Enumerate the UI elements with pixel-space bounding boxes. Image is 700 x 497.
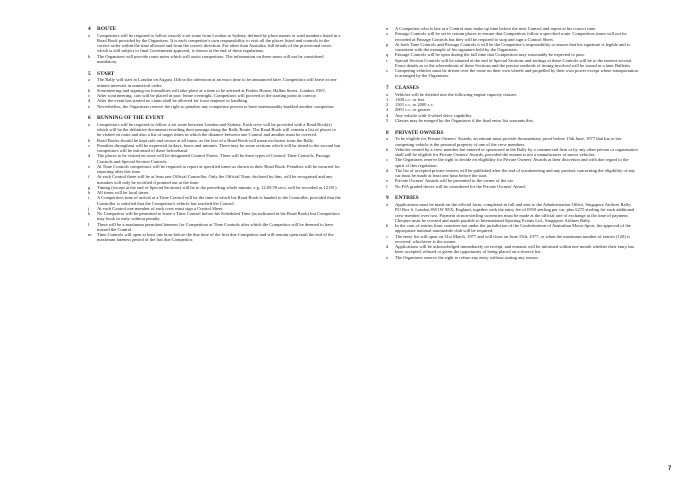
item-letter: q bbox=[386, 52, 389, 58]
section bbox=[88, 115, 341, 242]
item-text: Passage Controls will be open during the full time that Competitors may reasonably be expected to pass. bbox=[395, 52, 586, 58]
rule-item bbox=[386, 147, 638, 158]
item-text: Applications will be acknowledged immediately on receipt, and entrants will be informed within one month whether their entry has been accepted, refused or given the opportunity of being placed on a reserve list. bbox=[395, 244, 635, 255]
item-letter: a bbox=[88, 77, 91, 83]
rule-item bbox=[386, 184, 638, 189]
section-number: 7 bbox=[386, 85, 389, 92]
section-title: ROUTE bbox=[97, 26, 117, 32]
left-column bbox=[88, 26, 341, 249]
item-text: Applications must be made on the official form, completed in full and sent to the Administration Office, Singapore Airlines Rally, PO Box 6, London SW1W 9EX, England, together with the entry fee of £950 sterling per car, plus £275 sterling for each additional crew member over two. Payment in non-sterling currencies must be made at the official rate of exchange at the time of payment. Cheques must be crossed and made payable to International Sporting Events Ltd., Singapore Airlines Rally. bbox=[395, 202, 635, 223]
rule-item bbox=[386, 58, 638, 69]
rule-item bbox=[88, 195, 341, 206]
item-letter: o bbox=[386, 31, 389, 37]
rule-item bbox=[386, 157, 638, 168]
item-text: At each Control one member of each crew must sign a Control Sheet. bbox=[97, 205, 224, 211]
section-title: ENTRIES bbox=[395, 195, 419, 202]
item-text: The entry list will open on 31st March, 1977 and will close on June 15th, 1977, or when the maximum number of entries (120) is received, whichever is the sooner. bbox=[395, 233, 631, 244]
item-text: Scrutineering and signing-on formalities will take place at a time to be advised at Forbes House, Halkin Street, London, SW1. bbox=[97, 87, 327, 93]
item-letter: 2 bbox=[386, 102, 389, 108]
item-letter: b bbox=[88, 137, 91, 143]
section bbox=[88, 71, 341, 109]
item-letter: s bbox=[386, 68, 388, 73]
item-letter: a bbox=[386, 136, 389, 142]
item-letter: d bbox=[88, 153, 91, 159]
item-letter: b bbox=[386, 223, 389, 229]
item-text: At Time Controls competitors will be required to report at specified times as shown in their Road Book. Penalties will be incurred for reporting after this time. bbox=[97, 163, 340, 175]
section-title: PRIVATE OWNERS bbox=[395, 129, 444, 136]
item-letter: b bbox=[88, 53, 91, 59]
item-text: Vehicles owned by a crew member but entered or sponsored in the Rally by a commercial firm or by any other person or organisation shall still be eligible for Private Owners' Awards, provided the entrant is not a manufacturer of motor vehicles. bbox=[395, 146, 638, 158]
section-title: RUNNING OF THE EVENT bbox=[97, 115, 164, 122]
rule-item bbox=[386, 223, 638, 234]
item-letter: 4 bbox=[386, 112, 389, 118]
rule-item bbox=[88, 164, 341, 175]
item-letter: e bbox=[386, 178, 389, 184]
item-letter: a bbox=[88, 121, 91, 127]
item-letter: p bbox=[386, 41, 389, 47]
item-text: All times will be local times. bbox=[97, 190, 150, 196]
item-text: Competitors will be required to follow exactly a set route from London to Sydney, defined by place names or road numbers listed in a Road Book provided by the Organisers. It is each competitor's own responsibility to visit all the places listed and controls in the correct order within the time allowed and from the correct direction. For other than Australia, full details of the provisional route, which is still subject to final Government approval, is shown at the end of these regulations. bbox=[97, 32, 341, 54]
section bbox=[386, 130, 638, 189]
item-letter: c bbox=[88, 142, 91, 148]
item-text: No Competitor will be permitted to leave a Time Control before his Scheduled Time (as indicated in his Road Book) but Competitors may book in early without penalty. bbox=[97, 211, 340, 222]
item-letter: h bbox=[88, 190, 91, 196]
item-text: Timing (except at the end of Special Sections) will be to the preceding whole minute, e.g. 12.09.59 secs. will be recorded as 12.09 ). bbox=[97, 184, 338, 190]
rule-item bbox=[386, 68, 638, 79]
item-letter: d bbox=[386, 244, 389, 250]
item-letter: 5 bbox=[386, 117, 389, 123]
item-text: Passage Controls will be set in certain places to ensure that Competitors follow a specified route. Competitors times will not be recorded at Passage Controls but they will be required to stop and sign a Control Sheet. bbox=[395, 31, 627, 42]
item-text: 1301 c.c. to 2000 c.c. bbox=[395, 102, 434, 108]
section-number: 6 bbox=[88, 115, 91, 122]
rule-item bbox=[386, 255, 638, 260]
item-letter: a bbox=[88, 32, 91, 38]
rule-item bbox=[88, 54, 341, 65]
rule-item bbox=[386, 234, 638, 245]
item-letter: d bbox=[88, 98, 91, 104]
item-text: Time Controls will open at least one hour before the due time of the first due Competitor and will remain open until the end of the maximum lateness period of the last due Competitor. bbox=[97, 232, 334, 243]
item-text: There will be a maximum permitted lateness for Competitors at Time Controls after which the Competitor will be deemed to have missed the Control. bbox=[97, 221, 334, 232]
rule-item bbox=[386, 202, 638, 223]
item-letter: i bbox=[88, 195, 90, 201]
item-text: The places to be visited en route will be designated Control Points. There will be three types of Control: Time Controls, Passage Controls and Special Section Controls. bbox=[97, 153, 331, 164]
section-number: 5 bbox=[88, 70, 91, 77]
item-letter: c bbox=[386, 233, 389, 239]
section-title: START bbox=[97, 70, 115, 77]
item-text: To be eligible for Private Owners' Awards, an entrant must provide documentary proof before 15th June, 1977 that his or her competing vehicle is the personal property of one of the crew members. bbox=[395, 136, 622, 147]
section bbox=[386, 26, 638, 79]
rule-item bbox=[88, 211, 341, 222]
item-letter: 3 bbox=[386, 107, 389, 113]
item-letter: a bbox=[386, 202, 389, 208]
section-heading bbox=[88, 115, 341, 121]
item-letter: b bbox=[88, 87, 91, 93]
section bbox=[386, 195, 638, 259]
item-text: 1300 c.c. or less bbox=[395, 96, 425, 102]
section-title: CLASSES bbox=[395, 85, 419, 92]
rule-item bbox=[386, 136, 638, 147]
item-text: At each Control there will be at least one Official Controller. Only the Official Time, declared by him, will be recognised and any mistakes will only be rectified if pointed out at the time. bbox=[97, 174, 333, 185]
section-number: 8 bbox=[386, 129, 389, 136]
item-text: The list of accepted private owners will be published after the end of scrutineering and any protests concerning the eligibility of any car must be made at least one hour before the start. bbox=[395, 167, 636, 179]
item-text: Road Books should be kept safe and secure at all times, as the loss of a Road Book will mean exclusion from the Rally. bbox=[97, 137, 315, 143]
item-text: In the case of entries from countries not under the jurisdiction of the Confederation of Australian Motor Sport, the approval of the appropriate national automobile club will be required. bbox=[395, 223, 631, 234]
item-letter: a bbox=[386, 91, 389, 97]
item-text: Vehicles will be divided into the following engine capacity classes: bbox=[395, 91, 518, 97]
rule-item bbox=[88, 174, 341, 185]
rule-item bbox=[88, 33, 341, 54]
item-letter: c bbox=[88, 93, 91, 99]
item-letter: e bbox=[88, 163, 91, 169]
item-text: Any vehicle with 4-wheel drive capability bbox=[395, 112, 472, 118]
item-letter: g bbox=[88, 184, 91, 190]
rule-item bbox=[386, 118, 638, 123]
item-text: A Competitor who is late at a Control may make up time before the next Control and report at his correct time. bbox=[395, 26, 597, 31]
section bbox=[386, 85, 638, 123]
item-letter: j bbox=[88, 205, 90, 211]
rule-item bbox=[88, 222, 341, 233]
item-letter: f bbox=[386, 183, 388, 189]
page-number: 7 bbox=[668, 466, 672, 472]
item-letter: f bbox=[88, 174, 90, 180]
section-heading bbox=[88, 71, 341, 77]
item-text: Competing vehicles must be driven over the route on their own wheels and propelled by their own power except where transportation is arranged by the Organisers. bbox=[395, 68, 638, 79]
rule-item bbox=[88, 77, 341, 88]
item-text: The Rally will start in London on August 14th in the afternoon at an exact time to be announced later. Competitors will leave at one minute intervals in numerical order. bbox=[97, 77, 337, 88]
item-text: 2001 c.c. or greater bbox=[395, 107, 431, 113]
right-column bbox=[386, 26, 638, 266]
section-number: 4 bbox=[88, 26, 91, 32]
section-heading bbox=[88, 26, 341, 32]
rule-item bbox=[88, 153, 341, 164]
item-letter: b bbox=[386, 146, 389, 152]
item-letter: e bbox=[386, 254, 389, 260]
item-text: Competitors will be required to follow a set route between London and Sydney. Each crew will be provided with a Road Book(s) which will be the definitive document recording their passage along the Rally Route. The Road Book will contain a list of places to be visited en route and also a list of target times in which the distance between one Control and another must be covered. bbox=[97, 121, 336, 138]
rule-item bbox=[88, 232, 341, 243]
section-heading bbox=[386, 195, 638, 201]
item-text: Special Section Controls will be situated at the end of Special Sections and settings at these Controls will be to the nearest second. Exact details as to the whereabouts of these Sections and the precise methods of timing involved will be issued in a later Bulletin. bbox=[395, 57, 633, 68]
section-number: 9 bbox=[386, 195, 389, 202]
item-text: At both Time Controls and Passage Controls it will be the Competitor's responsibility to ensure that his signature is legible and is consistent with the example of his signature held by the Organisers. bbox=[395, 41, 630, 52]
item-text: No FIA graded driver will be considered for the Private Owners' Award. bbox=[395, 183, 526, 189]
item-text: Private Owners' Awards will be presented to the owner of the car. bbox=[395, 178, 514, 184]
item-text: Classes may be merged by the Organisers if the final entry list warrants this. bbox=[395, 117, 534, 123]
item-text: Penalties throughout will be expressed in days, hours and minutes. There may be some sections which will be timed to the second but competitors will be informed of these beforehand. bbox=[97, 142, 341, 154]
item-letter: r bbox=[386, 57, 388, 63]
item-letter: c bbox=[386, 157, 389, 163]
item-text: The Organisers reserve the right to refuse any entry without stating any reason. bbox=[395, 254, 539, 260]
item-letter: e bbox=[88, 103, 91, 109]
item-letter: n bbox=[386, 26, 389, 31]
item-letter: m bbox=[88, 232, 92, 238]
rule-item bbox=[88, 143, 341, 154]
rule-item bbox=[386, 31, 638, 42]
rule-item bbox=[88, 122, 341, 138]
item-letter: l bbox=[88, 221, 90, 227]
item-letter: d bbox=[386, 167, 389, 173]
item-text: Nevertheless, the Organisers reserve the right to penalise any competitor proven to have unreasonably baulked another competitor. bbox=[97, 103, 335, 109]
section-heading bbox=[386, 85, 638, 91]
item-text: The Organisers will provide route notes which will assist competitors. The information on these notes will not be considered mandatory. bbox=[97, 53, 324, 64]
item-text: After the event has started no claim shall be allowed for force majeure or baulking. bbox=[97, 98, 249, 104]
item-letter: 1 bbox=[386, 96, 389, 102]
rule-item bbox=[386, 244, 638, 255]
rule-item bbox=[386, 42, 638, 53]
item-text: The Organisers reserve the right to decide on eligibility for Private Owners' Awards at their discretion and with due regard to the spirit of this regulation. bbox=[395, 157, 629, 168]
item-text: After scrutineering, cars will be placed in parc ferme overnight. Competitors will proceed to the starting point in convoy. bbox=[97, 93, 317, 99]
item-letter: k bbox=[88, 211, 91, 217]
rule-item bbox=[88, 104, 341, 109]
section-heading bbox=[386, 130, 638, 136]
rule-item bbox=[386, 168, 638, 179]
section bbox=[88, 26, 341, 64]
item-text: A Competitors time of arrival at a Time Control will be the time at which his Road Book is handed to the Controller, provided that the Controller is satisfied that the Competitor's vehicle has reached the Control. bbox=[97, 195, 341, 206]
